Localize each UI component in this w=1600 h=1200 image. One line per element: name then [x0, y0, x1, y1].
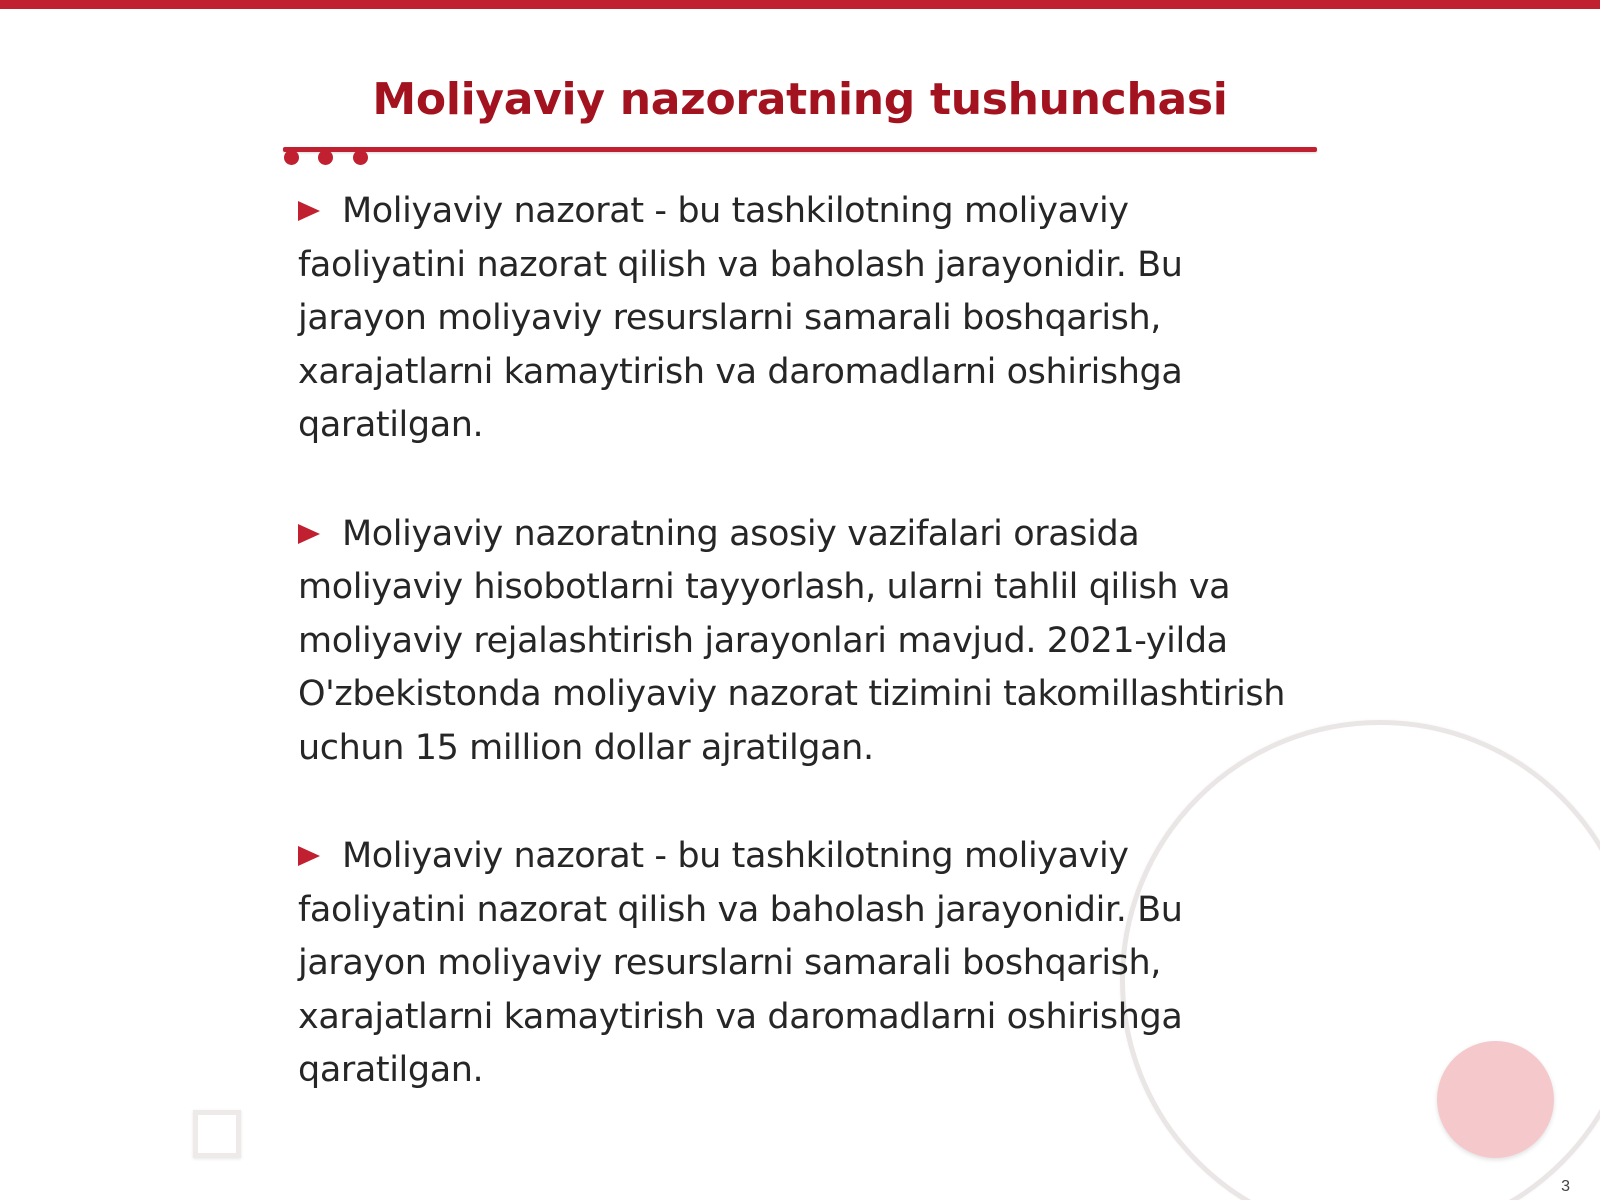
bullet-item-2 — [298, 508, 1288, 776]
slide-title: Moliyaviy nazoratning tushunchasi — [372, 74, 1228, 125]
bullet-item-3 — [298, 830, 1288, 1098]
title-dot-2 — [318, 150, 333, 165]
page-number: 3 — [1561, 1178, 1570, 1195]
title-dot-3 — [353, 150, 368, 165]
bullet-item-1 — [298, 185, 1288, 453]
bullet-text-1: Moliyaviy nazorat - bu tashkilotning moliyaviy faoliyatini nazorat qilish va baholash jarayonidir. Bu jarayon moliyaviy resurslarni samarali boshqarish, xarajatlarni kamaytirish va daromadlarni oshirishga qaratilgan. — [298, 191, 1183, 445]
bullet-text-3: Moliyaviy nazorat - bu tashkilotning moliyaviy faoliyatini nazorat qilish va baholash jarayonidir. Bu jarayon moliyaviy resurslarni samarali boshqarish, xarajatlarni kamaytirish va daromadlarni oshirishga qaratilgan. — [298, 836, 1183, 1090]
decorative-square-outline — [193, 1110, 241, 1158]
title-dot-1 — [284, 150, 299, 165]
triangle-right-icon — [298, 524, 320, 544]
title-underline — [283, 147, 1317, 152]
decorative-pink-circle — [1437, 1041, 1554, 1158]
bullet-text-2: Moliyaviy nazoratning asosiy vazifalari orasida moliyaviy hisobotlarni tayyorlash, ularni tahlil qilish va moliyaviy rejalashtirish jarayonlari mavjud. 2021-yilda O'zbekistonda moliyaviy nazorat tizimini takomillashtirish uchun 15 million dollar ajratilgan. — [298, 513, 1286, 768]
triangle-right-icon — [298, 846, 320, 866]
triangle-right-icon — [298, 201, 320, 221]
top-accent-bar — [0, 0, 1600, 9]
bullet-list — [298, 185, 1288, 1153]
